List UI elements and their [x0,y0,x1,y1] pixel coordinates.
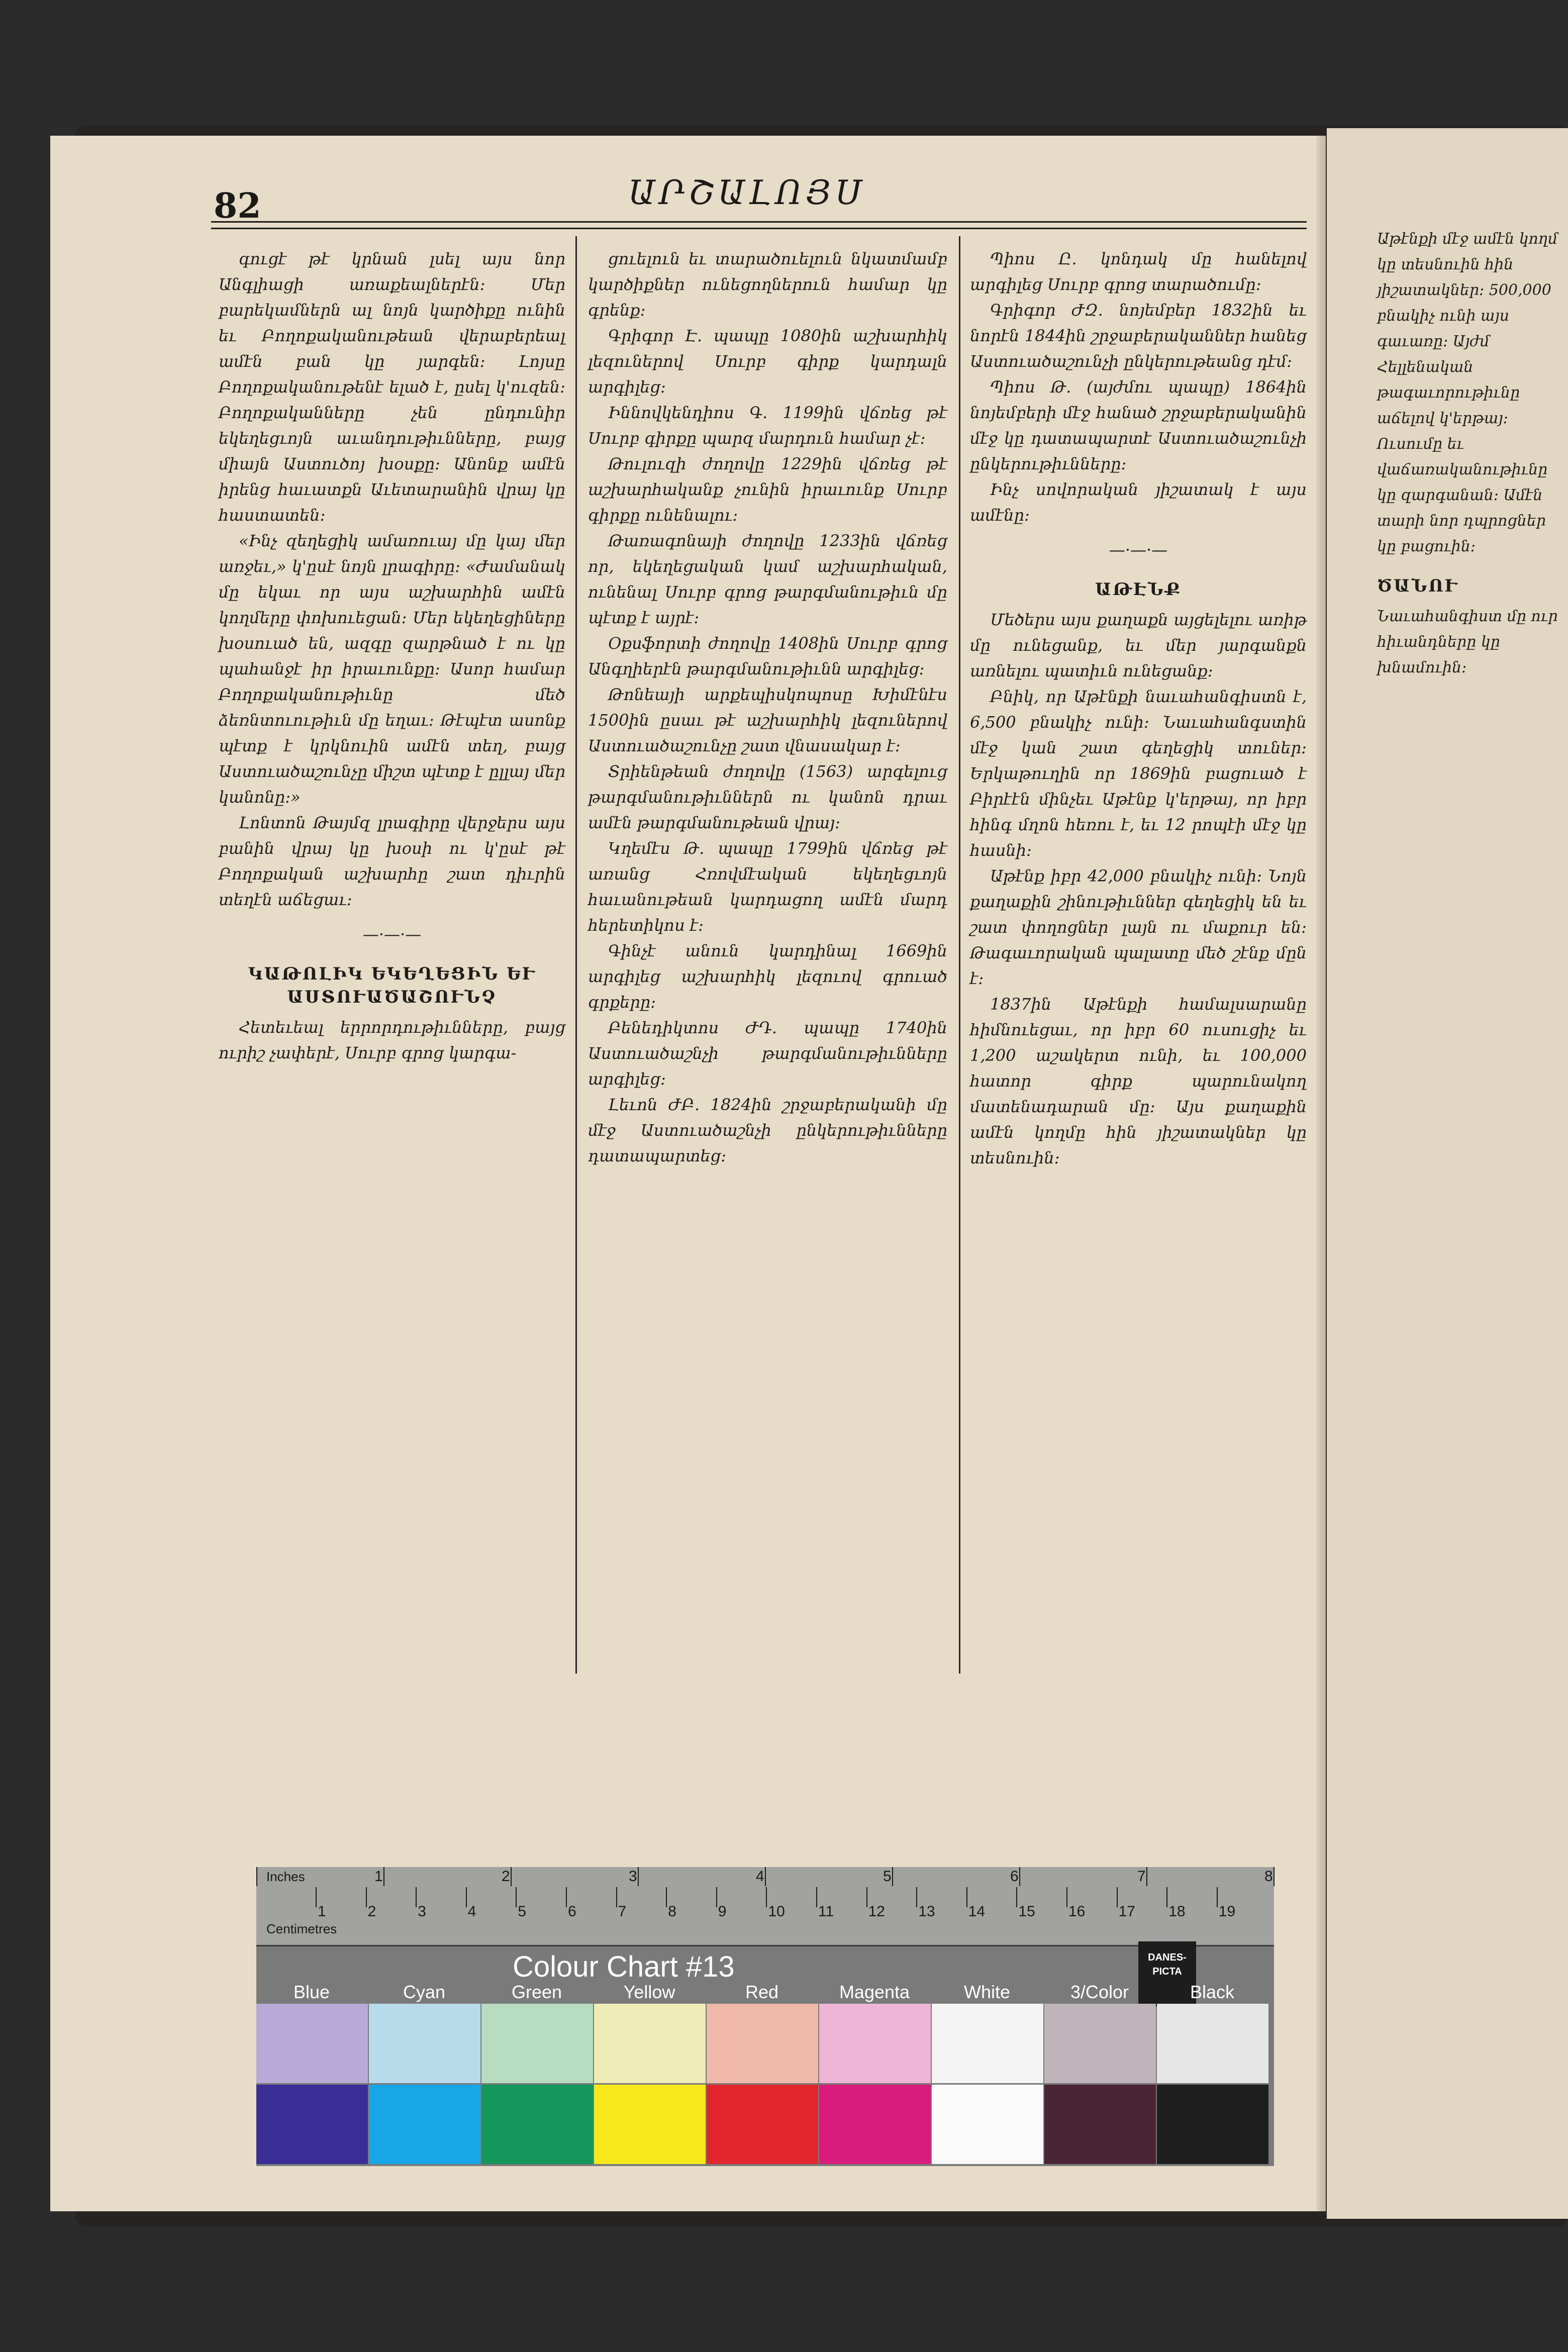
section-ornament: —·—·— [1109,540,1168,559]
swatch-label: Blue [293,1982,330,2002]
section-title: ԿԱԹՈԼԻԿ ԵԿԵՂԵՑԻՆ ԵՒ ԱՍՏՈՒԱԾԱՇՈՒՆՉ [248,964,536,1007]
cm-tick [816,1887,817,1907]
header-rule [211,221,1307,229]
column-divider-1 [575,236,577,1674]
swatch-light [256,2004,368,2083]
cm-number: 9 [718,1903,727,1920]
paragraph: Գինչէ անուն կարդինալ 1669ին արգիլեց աշխարհիկ լեզուով գրուած գրքերը։ [588,941,947,1012]
cm-number: 1 [318,1903,326,1920]
running-head: ԱՐՇԱԼՈՅՍ [628,173,866,212]
section-title: ԱԹԷՆՔ [1095,579,1182,600]
paragraph: Օքսֆորտի ժողովը 1408ին Սուրբ գրոց Անգղիերէն թարգմանութիւնն արգիլեց։ [588,634,947,678]
paragraph: Թոնեայի արքեպիսկոպոսը Խիմէնէս 1500ին ըսաւ թէ աշխարհիկ լեզուներով Աստուածաշունչը շատ վնասակար է։ [588,685,947,755]
paragraph: Թառագոնայի ժողովը 1233ին վճռեց որ, եկեղեցական կամ աշխարհական, ունենալ Սուրբ գրոց թարգմանութիւն մը պէտք է այրէ։ [588,531,947,627]
text-column-3 [970,246,1307,1171]
swatch-dark [707,2085,818,2164]
text-column-2 [588,246,947,1169]
cm-tick [1016,1887,1017,1907]
swatch-dark [819,2085,931,2164]
cm-tick [1217,1887,1218,1907]
inch-number: 2 [502,1868,510,1885]
paragraph: Տրիենթեան ժողովը (1563) արգելուց թարգմանութիւններն ու կանոն դրաւ ամէն թարգմանութեան վրայ։ [588,762,947,832]
cm-number: 4 [467,1903,476,1920]
cm-number: 3 [418,1903,426,1920]
swatch-dark [1044,2085,1156,2164]
swatch-dark [932,2085,1043,2164]
swatch-label: 3/Color [1070,1982,1129,2002]
swatch-label: Black [1190,1982,1235,2002]
cm-tick [616,1887,617,1907]
swatch-dark [594,2085,706,2164]
swatch-dark [256,2085,368,2164]
ruler [256,1867,1274,1946]
paragraph: ցուելուն եւ տարածուելուն նկատմամբ կարծիքներ ունեցողներուն համար կը գրենք։ [588,249,947,320]
cm-number: 10 [768,1903,785,1920]
swatch-dark [1157,2085,1268,2164]
swatch-light [1157,2004,1268,2083]
paragraph: Ինչ սովորական յիշատակ է այս ամէնը։ [970,480,1307,525]
inch-number: 4 [756,1868,764,1885]
cm-number: 13 [918,1903,935,1920]
swatch-light [594,2004,706,2083]
text-column-1 [219,246,565,1066]
inch-number: 5 [883,1868,892,1885]
paragraph: Իննովկենդիոս Գ. 1199ին վճռեց թէ Սուրբ գիրքը պարզ մարդուն համար չէ։ [588,403,947,448]
inch-tick [1273,1867,1275,1886]
inch-tick [1019,1867,1020,1886]
centimetres-label: Centimetres [266,1921,337,1936]
cm-number: 19 [1218,1903,1236,1920]
cm-number: 17 [1118,1903,1135,1920]
swatch-light [481,2004,593,2083]
page-number: 82 [214,186,261,226]
section-title: ԾԱՆՈՒ [1377,576,1459,596]
cm-tick [766,1887,767,1907]
cm-tick [316,1887,317,1907]
cm-tick [466,1887,467,1907]
swatch-label: White [963,1982,1011,2002]
swatch-dark [481,2085,593,2164]
inch-tick [892,1867,893,1886]
cm-tick [966,1887,967,1907]
paragraph: Լեւոն ԺԲ. 1824ին շրջաբերականի մը մէջ Աստուածաշնչի ընկերութիւնները դատապարտեց։ [588,1095,947,1165]
paragraph: Գրիգոր ԺԶ. նոյեմբեր 1832ին եւ նորէն 1844ին շրջաբերականներ հանեց Աստուածաշունչի ընկերութեանց դէմ։ [970,301,1307,371]
inches-label: Inches [266,1869,305,1884]
cm-number: 11 [818,1903,834,1920]
swatch-label: Green [511,1982,562,2002]
inch-tick [638,1867,639,1886]
section-ornament: —·—·— [362,925,422,944]
column-divider-2 [959,236,960,1674]
inch-number: 6 [1010,1868,1019,1885]
swatch-light [1044,2004,1156,2083]
swatch-light [369,2004,480,2083]
cm-tick [666,1887,667,1907]
swatch-label: Magenta [839,1982,910,2002]
paragraph: Նաւահանգիստ մը ուր հիւանդները կը խնամուին։ [1377,608,1558,676]
swatch-label: Yellow [623,1982,675,2002]
paragraph: Լոնտոն Թայմզ լրագիրը վերջերս այս բանին վրայ կը խօսի ու կ'ըսէ թէ Բողոքական աշխարհը շատ դիւրին տեղէն աճեցաւ։ [219,813,565,909]
paragraph: Գրիգոր Է. պապը 1080ին աշխարհիկ լեզուներով Սուրբ գիրք կարդալն արգիլեց։ [588,326,947,397]
paragraph: Մեծերս այս քաղաքն այցելելու առիթ մը ունեցանք, եւ մեր յարգանքն առնելու պատիւն ունեցանք։ [970,610,1307,680]
swatch-label: Red [745,1982,779,2002]
cm-tick [916,1887,917,1907]
paragraph: Պիոս Թ. (այժմու պապը) 1864ին նոյեմբերի մէջ հանած շրջաբերականին մէջ կը դատապարտէ Աստուածաշունչի ընկերութիւնները։ [970,377,1307,473]
inch-tick [256,1867,257,1886]
cm-number: 12 [868,1903,885,1920]
cm-number: 18 [1168,1903,1186,1920]
inch-number: 7 [1137,1868,1146,1885]
cm-tick [1117,1887,1118,1907]
swatch-label: Cyan [403,1982,446,2002]
swatch-light [707,2004,818,2083]
swatch-light [932,2004,1043,2083]
inch-tick [765,1867,766,1886]
inch-tick [383,1867,384,1886]
paragraph: Թուլուզի ժողովը 1229ին վճռեց թէ աշխարհականք չունին իրաւունք Սուրբ գիրքը ունենալու։ [588,454,947,525]
cm-number: 6 [568,1903,576,1920]
cm-number: 16 [1068,1903,1086,1920]
paragraph: Հետեւեալ երրորդութիւնները, բայց ուրիշ չափերէ, Սուրբ գրոց կարգա- [219,1018,565,1062]
inch-tick [1146,1867,1147,1886]
chart-title: Colour Chart #13 [513,1950,735,1983]
paragraph: Բնիկ, որ Աթէնքի նաւահանգիստն է, 6,500 բնակիչ ունի։ Նաւահանգստին մէջ կան շատ գեղեցիկ տուներ։ Երկաթուղին որ 1869ին բացուած է Բիրէէն մինչեւ Աթէնք կ'երթայ, որ իբր հինգ մղոն հեռու է, եւ 12 րոպէի մէջ կը հասնի։ [970,687,1307,860]
paragraph: Պիոս Ը. կոնդակ մը հանելով արգիլեց Սուրբ գրոց տարածումը։ [970,249,1307,294]
inch-number: 3 [629,1868,637,1885]
colour-chart [256,1867,1274,2166]
inch-number: 8 [1264,1868,1273,1885]
paragraph: «Ինչ զեղեցիկ ամառուայ մը կայ մեր առջեւ,» կ'ըսէ նոյն լրագիրը։ «Ժամանակ մը եկաւ որ այս աշխարհին ամէն կողմերը փոխուեցան։ Մեր եկեղեցիները խօսուած են, ազգը զարթնած է ու կը պահանջէ իր իրաւունքը։ Ասոր համար Բողոքականութիւնը մեծ ձեռնտուութիւն մը եղաւ։ Թէպէտ ասոնք պէտք է կրկնուին ամէն տեղ, բայց Աստուածաշունչը միշտ պէտք է ըլլայ մեր կանոնը։» [219,531,565,807]
cm-tick [566,1887,567,1907]
paragraph: Կղեմէս Թ. պապը 1799ին վճռեց թէ առանց Հռովմէական եկեղեցւոյն հաւանութեան կարդացող ամէն մարդ հերետիկոս է։ [588,839,947,935]
swatch-light [819,2004,931,2083]
cm-tick [716,1887,717,1907]
danes-picta-logo: DANES-PICTA [1138,1941,1196,2007]
inch-tick [511,1867,512,1886]
paragraph: 1837ին Աթէնքի համալսարանը հիմնուեցաւ, որ իբր 60 ուսուցիչ եւ 1,200 աշակերտ ունի, եւ 100,000 հատոր գիրք պարունակող մատենադարան մը։ Այս քաղաքին ամէն կողմը հին յիշատակներ կը տեսնուին։ [970,995,1307,1167]
paragraph: Աթէնք իբր 42,000 բնակիչ ունի։ Նոյն քաղաքին շինութիւններ գեղեցիկ են եւ շատ փողոցներ լայն ու մաքուր են։ Թագաւորական պալատը մեծ շէնք մըն է։ [970,866,1307,988]
paragraph: Աթէնքի մէջ ամէն կողմ կը տեսնուին հին յիշատակներ։ 500,000 բնակիչ ունի այս գաւառը։ Այժմ Հելլենական թագաւորութիւնը աճելով կ'երթայ։ Ուսումը եւ վաճառականութիւնը կը զարգանան։ Ամէն տարի նոր դպրոցներ կը բացուին։ [1377,230,1558,555]
cm-tick [516,1887,517,1907]
inch-number: 1 [374,1868,383,1885]
cm-number: 8 [668,1903,676,1920]
paragraph: Բենեդիկտոս ԺԴ. պապը 1740ին Աստուածաշնչի թարգմանութիւնները արգիլեց։ [588,1018,947,1089]
swatch-dark [369,2085,480,2164]
cm-tick [416,1887,417,1907]
cm-number: 5 [518,1903,527,1920]
cm-tick [866,1887,867,1907]
cm-tick [366,1887,367,1907]
cm-number: 15 [1018,1903,1035,1920]
cm-number: 2 [367,1903,376,1920]
cm-tick [1166,1887,1167,1907]
cm-number: 7 [618,1903,627,1920]
facing-page-text [1377,226,1563,680]
paragraph: գուցէ թէ կրնան լսել այս նոր Անգլիացի առաքեալներէն։ Մեր բարեկամներն ալ նոյն կարծիքը ունին եւ Բողոքականութեան վերաբերեալ ամէն բան կը յարգեն։ Լոյսը Բողոքականութենէ ելած է, ըսել կ'ուզեն։ Բողոքականները չեն ընդունիր եկեղեցւոյն աւանդութիւնները, բայց միայն Աստուծոյ խօսքը։ Անոնք ամէն իրենց հաւատքն Աւետարանին վրայ կը հաստատեն։ [219,249,565,525]
cm-tick [1066,1887,1067,1907]
cm-number: 14 [968,1903,986,1920]
